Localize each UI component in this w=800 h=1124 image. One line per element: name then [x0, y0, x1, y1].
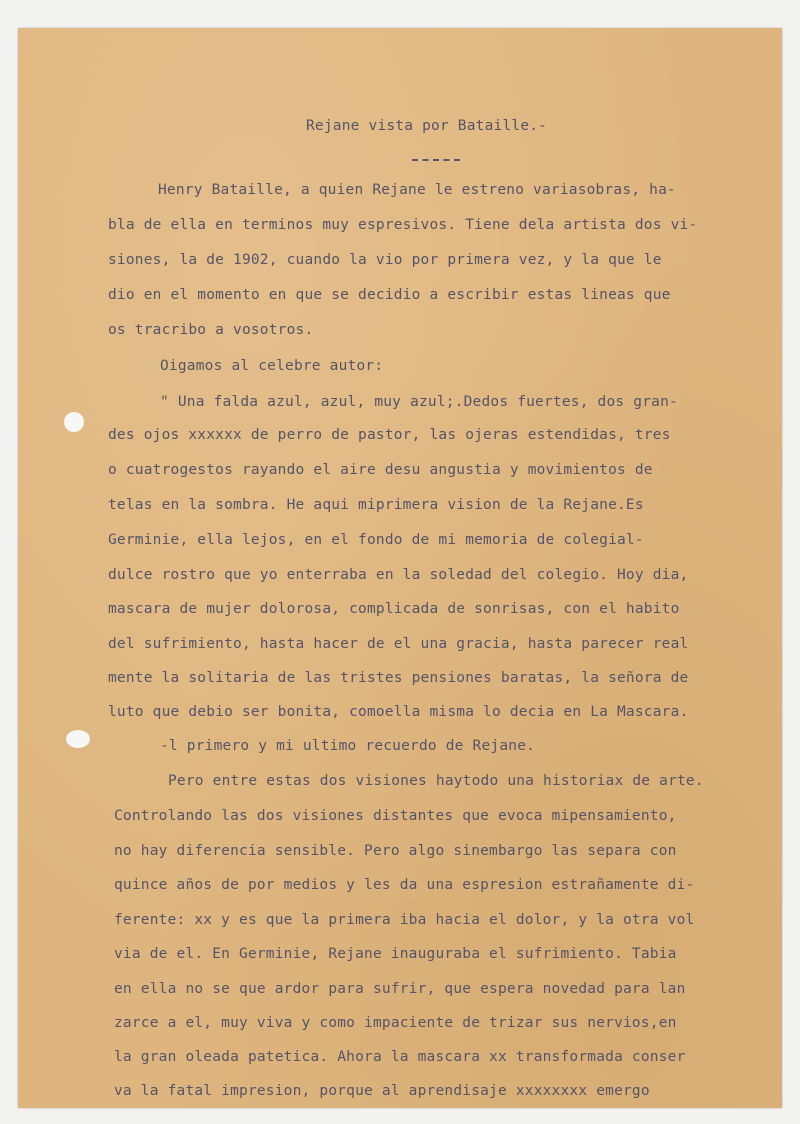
title-underline — [412, 159, 460, 161]
text-line: siones, la de 1902, cuando la vio por primera vez, y la que le — [108, 252, 662, 268]
text-line: mente la solitaria de las tristes pensiones baratas, la señora de — [108, 670, 689, 686]
text-line: la gran oleada patetica. Ahora la mascara xx transformada conser — [114, 1049, 686, 1065]
text-line: no hay diferencia sensible. Pero algo sinembargo las separa con — [114, 843, 677, 859]
text-line: Controlando las dos visiones distantes que evoca mipensamiento, — [114, 808, 677, 824]
text-line: Germinie, ella lejos, en el fondo de mi memoria de colegial- — [108, 532, 644, 548]
text-line: mascara de mujer dolorosa, complicada de sonrisas, con el habito — [108, 601, 680, 617]
text-line: ferente: xx y es que la primera iba hacia el dolor, y la otra vol — [114, 912, 695, 928]
text-line: os tracribo a vosotros. — [108, 322, 314, 338]
punch-hole-lower — [66, 730, 90, 748]
text-line: quince años de por medios y les da una espresion estrañamente di- — [114, 877, 695, 893]
text-line: Oigamos al celebre autor: — [160, 358, 384, 374]
text-line: telas en la sombra. He aqui miprimera vision de la Rejane.Es — [108, 497, 644, 513]
text-line: luto que debio ser bonita, comoella misma lo decia en La Mascara. — [108, 704, 689, 720]
text-line: zarce a el, muy viva y como impaciente de trizar sus nervios,en — [114, 1015, 677, 1031]
text-line: dulce rostro que yo enterraba en la soledad del colegio. Hoy dia, — [108, 567, 689, 583]
text-line: bla de ella en terminos muy espresivos. Tiene dela artista dos vi- — [108, 217, 698, 233]
text-line: o cuatrogestos rayando el aire desu angustia y movimientos de — [108, 462, 653, 478]
text-line: " Una falda azul, azul, muy azul;.Dedos fuertes, dos gran- — [160, 394, 678, 410]
typewritten-page — [18, 28, 782, 1108]
text-line: via de el. En Germinie, Rejane inauguraba el sufrimiento. Tabia — [114, 946, 677, 962]
text-line: Pero entre estas dos visiones haytodo una historiax de arte. — [168, 773, 704, 789]
text-line: -l primero y mi ultimo recuerdo de Rejane. — [160, 738, 536, 754]
punch-hole-upper — [64, 412, 84, 432]
text-line: va la fatal impresion, porque al aprendisaje xxxxxxxx emergo — [114, 1083, 650, 1099]
text-line: dio en el momento en que se decidio a escribir estas lineas que — [108, 287, 671, 303]
text-line: Henry Bataille, a quien Rejane le estreno variasobras, ha- — [158, 182, 676, 198]
text-line: del sufrimiento, hasta hacer de el una gracia, hasta parecer real — [108, 636, 689, 652]
text-line: des ojos xxxxxx de perro de pastor, las ojeras estendidas, tres — [108, 427, 671, 443]
document-title: Rejane vista por Bataille.- — [306, 118, 548, 134]
text-line: en ella no se que ardor para sufrir, que espera novedad para lan — [114, 981, 686, 997]
